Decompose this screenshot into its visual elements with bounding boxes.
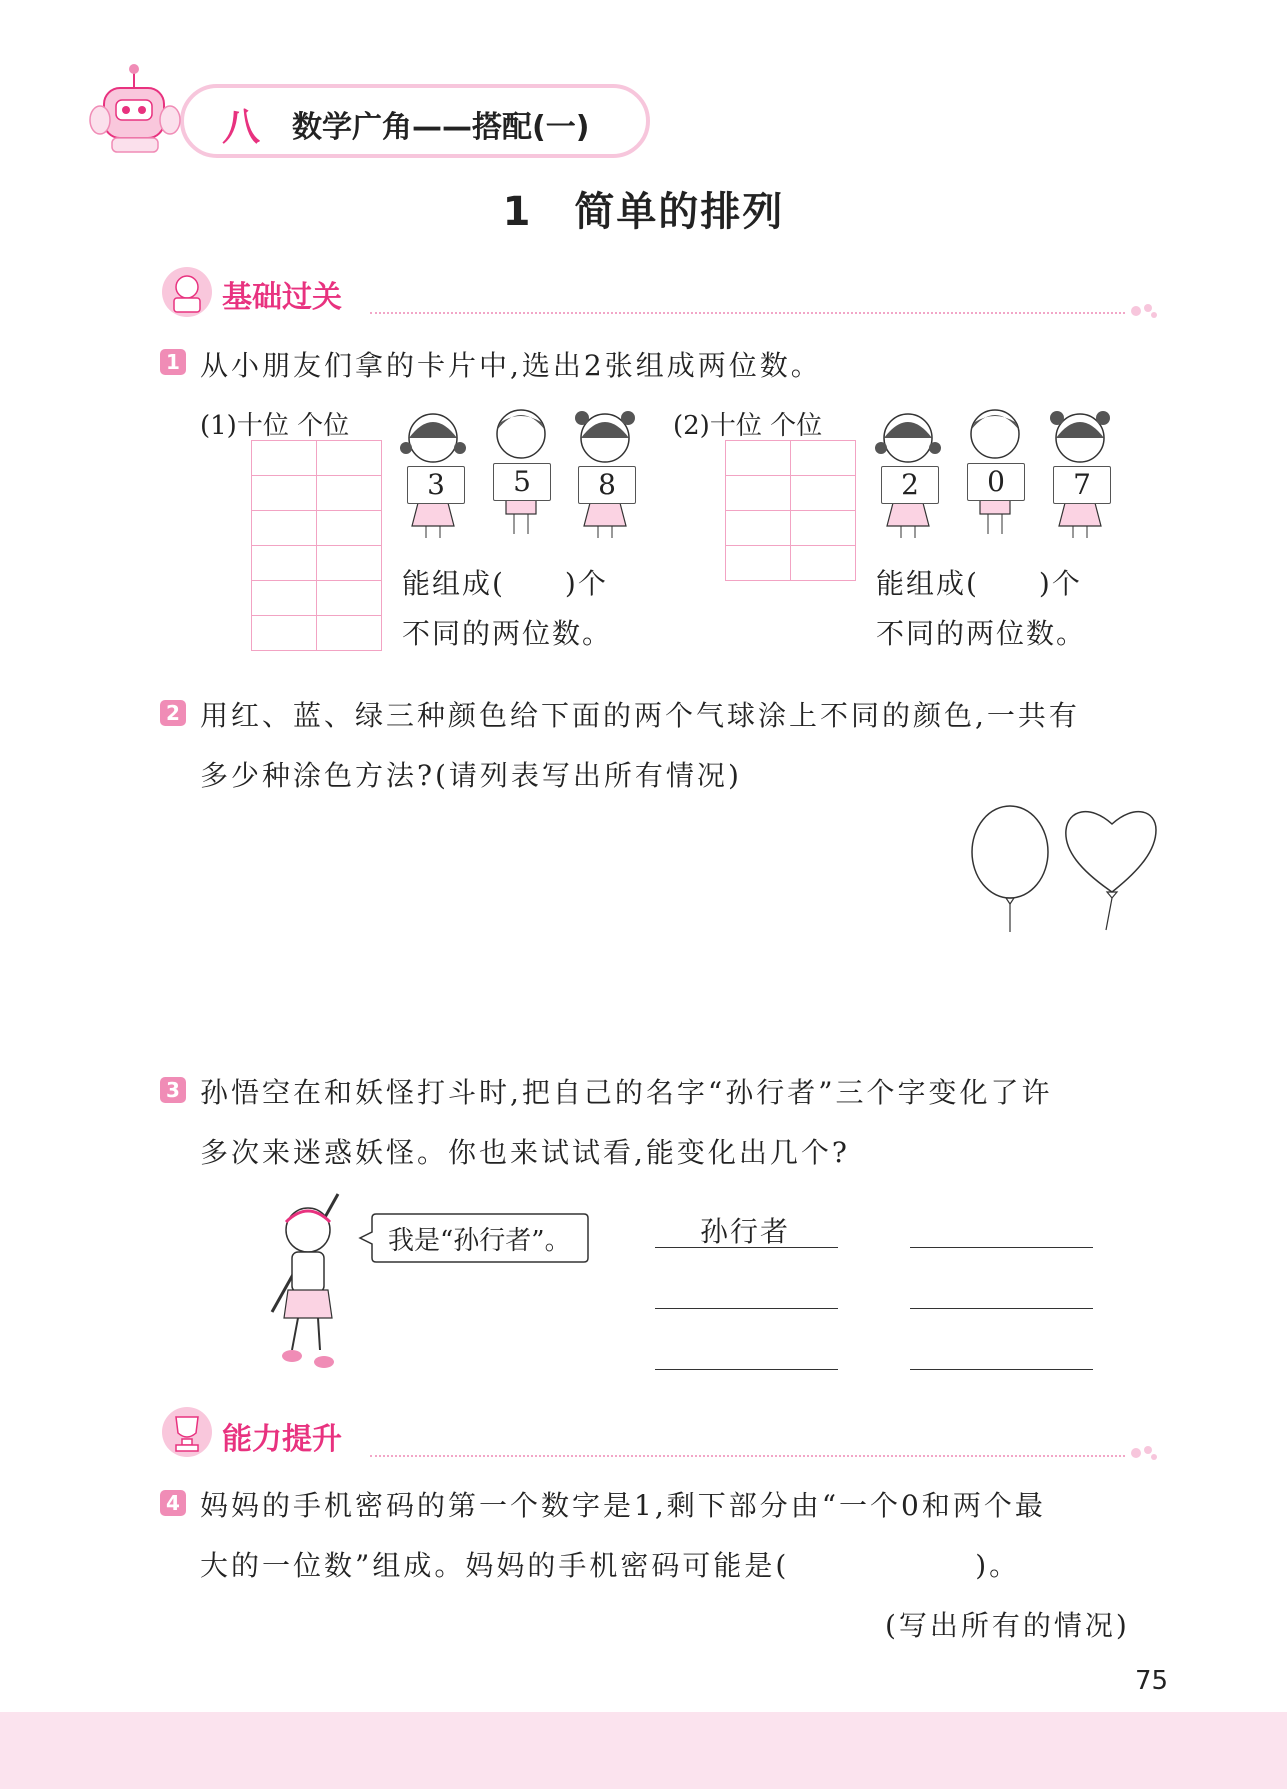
answer-line[interactable] xyxy=(655,1308,838,1309)
question-4-note: (写出所有的情况) xyxy=(885,1609,1130,1642)
q1-part2-answer-line2: 不同的两位数。 xyxy=(876,617,1087,650)
chapter-title: 数学广角——搭配(一) xyxy=(292,110,590,145)
girl-reading-icon xyxy=(160,265,214,319)
section-divider xyxy=(370,312,1125,314)
question-number-3: 3 xyxy=(160,1077,186,1103)
number-card: 5 xyxy=(493,463,551,501)
trophy-icon xyxy=(160,1405,214,1459)
question-2-line1: 用红、蓝、绿三种颜色给下面的两个气球涂上不同的颜色,一共有 xyxy=(200,699,1080,732)
answer-line[interactable] xyxy=(910,1308,1093,1309)
q1-part1-answer-grid[interactable] xyxy=(251,440,382,651)
answer-line[interactable] xyxy=(910,1247,1093,1248)
balloons-icon xyxy=(960,800,1160,940)
page-bottom-band xyxy=(0,1712,1287,1789)
answer-line[interactable] xyxy=(655,1369,838,1370)
question-number-1: 1 xyxy=(160,349,186,375)
section-title-advanced: 能力提升 xyxy=(222,1422,342,1457)
question-2-line2: 多少种涂色方法?(请列表写出所有情况) xyxy=(200,759,742,792)
speech-bubble-text: 我是“孙行者”。 xyxy=(388,1226,571,1256)
question-number-2: 2 xyxy=(160,700,186,726)
section-title-basic: 基础过关 xyxy=(222,280,342,315)
number-card: 3 xyxy=(407,466,465,504)
q1-part1-answer-line2: 不同的两位数。 xyxy=(402,617,613,650)
question-3-line2: 多次来迷惑妖怪。你也来试试看,能变化出几个? xyxy=(200,1136,850,1169)
monkey-king-icon xyxy=(258,1190,358,1370)
lesson-title: 1 简单的排列 xyxy=(502,189,785,235)
question-4-line1: 妈妈的手机密码的第一个数字是1,剩下部分由“一个0和两个最 xyxy=(200,1489,1046,1522)
question-number-4: 4 xyxy=(160,1490,186,1516)
number-card: 0 xyxy=(967,463,1025,501)
q1-part1-label: (1)十位 个位 xyxy=(200,411,350,441)
answer-line[interactable] xyxy=(910,1369,1093,1370)
question-4-line2: 大的一位数”组成。妈妈的手机密码可能是( )。 xyxy=(200,1549,1021,1582)
robot-mascot-icon xyxy=(86,58,196,158)
dots-decoration-icon xyxy=(1130,300,1160,322)
question-3-line1: 孙悟空在和妖怪打斗时,把自己的名字“孙行者”三个字变化了许 xyxy=(200,1076,1053,1109)
q1-part2-answer-line1: 能组成( )个 xyxy=(876,567,1082,600)
q1-part2-answer-grid[interactable] xyxy=(725,440,856,581)
page-number: 75 xyxy=(1135,1666,1169,1696)
number-card: 2 xyxy=(881,466,939,504)
chapter-number: 八 xyxy=(222,105,261,149)
number-card: 7 xyxy=(1053,466,1111,504)
dots-decoration-icon xyxy=(1130,1442,1160,1464)
section-divider xyxy=(370,1455,1125,1457)
answer-line[interactable] xyxy=(655,1247,838,1248)
q1-part2-label: (2)十位 个位 xyxy=(673,411,823,441)
question-1-text: 从小朋友们拿的卡片中,选出2张组成两位数。 xyxy=(200,349,822,382)
number-card: 8 xyxy=(578,466,636,504)
example-answer: 孙行者 xyxy=(700,1215,791,1248)
q1-part1-answer-line1: 能组成( )个 xyxy=(402,567,608,600)
